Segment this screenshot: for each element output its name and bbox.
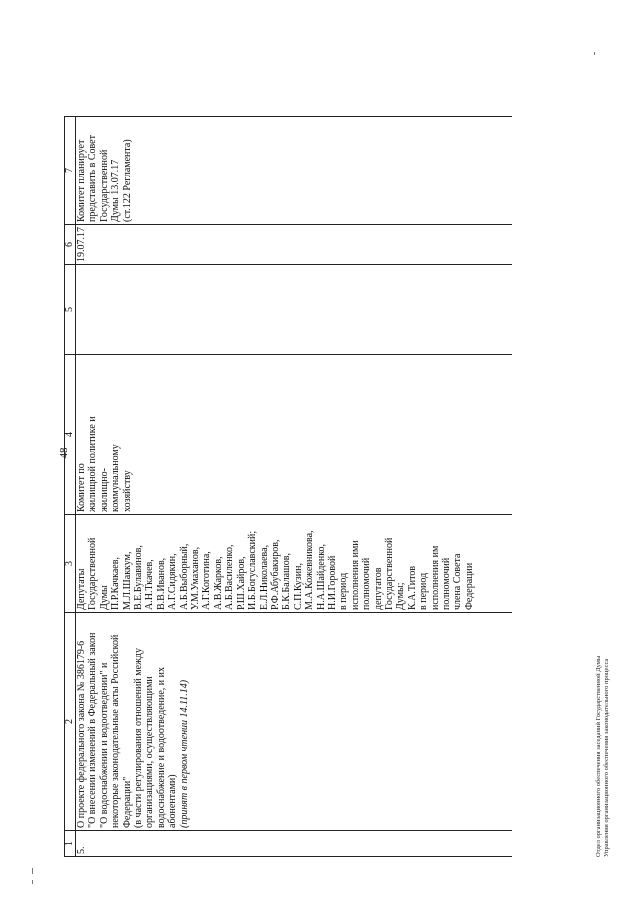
plan-cell — [76, 117, 512, 225]
scan-mark — [594, 52, 595, 55]
footer-line-1: Отдел организационного обеспечения заседаний Государственной Думы — [595, 655, 602, 857]
scan-mark — [32, 880, 33, 884]
column-header-3: 3 — [65, 515, 76, 613]
bill-cell — [76, 613, 512, 831]
row-number-text: 5. — [76, 846, 87, 854]
column-header-2: 2 — [65, 613, 76, 831]
column-header-1: 1 — [65, 831, 76, 857]
page-number: 48 — [58, 447, 70, 459]
date-value: 19.07.17 — [76, 227, 87, 262]
footer — [595, 656, 611, 857]
committee-cell — [76, 355, 512, 515]
empty-cell — [76, 265, 512, 355]
committee-name: Комитет по жилищной политике и жилищно- коммунальному хозяйству — [76, 416, 133, 512]
scan-mark — [32, 868, 33, 874]
bill-title: О проекте федерального закона № 386179-6 "О внесении изменений в Федеральный закон "О водоснабжении и водоотведении" и некоторые законодательные акты Российской Федерации" (в части регулирования отношений между организациями, осуществляющими водоснабжение и водоотведение, и их абонентами) — [76, 632, 179, 828]
plan-note: Комитет планирует представить в Совет Государственной Думы 13.07.17 (ст.122 Регламента) — [76, 135, 133, 222]
column-header-5: 5 — [65, 265, 76, 355]
column-header-6: 6 — [65, 225, 76, 265]
column-number-row — [65, 117, 76, 857]
authors-list: Депутаты Государственной Думы П.Р.Качкаев, М.Л.Шаккум, В.Е.Булавинов, А.Н.Ткачев, В.В.Иванов, А.Г.Сидякин, А.Б.Выборный, У.М.Умаханов, А.Г.Коготина, А.В.Жарков, А.Б.Василенко, Р.Ш.Хайров, И.Б.Богуславский; Е.Л.Николаева, Р.Ф.Абубакиров, Б.К.Балашов, С.П.Кузин, М.А.Кожевникова, Н.А.Шайденко, Н.И.Горовой в период исполнения ими полномочий депутатов Государственной Думы; К.А.Титов в период исполнения им полномочий члена Совета Федерации — [76, 530, 475, 610]
legislation-table — [64, 116, 512, 857]
column-header-4: 4 — [65, 355, 76, 515]
column-header-7: 7 — [65, 117, 76, 225]
footer-line-2: Управления организационного обеспечения законодательного процесса — [603, 658, 610, 857]
first-reading-note: (принят в первом чтении 14.11.14) — [178, 679, 190, 828]
date-cell — [76, 225, 512, 265]
row-number — [76, 831, 512, 857]
table-row — [76, 117, 512, 857]
authors-cell — [76, 515, 512, 613]
